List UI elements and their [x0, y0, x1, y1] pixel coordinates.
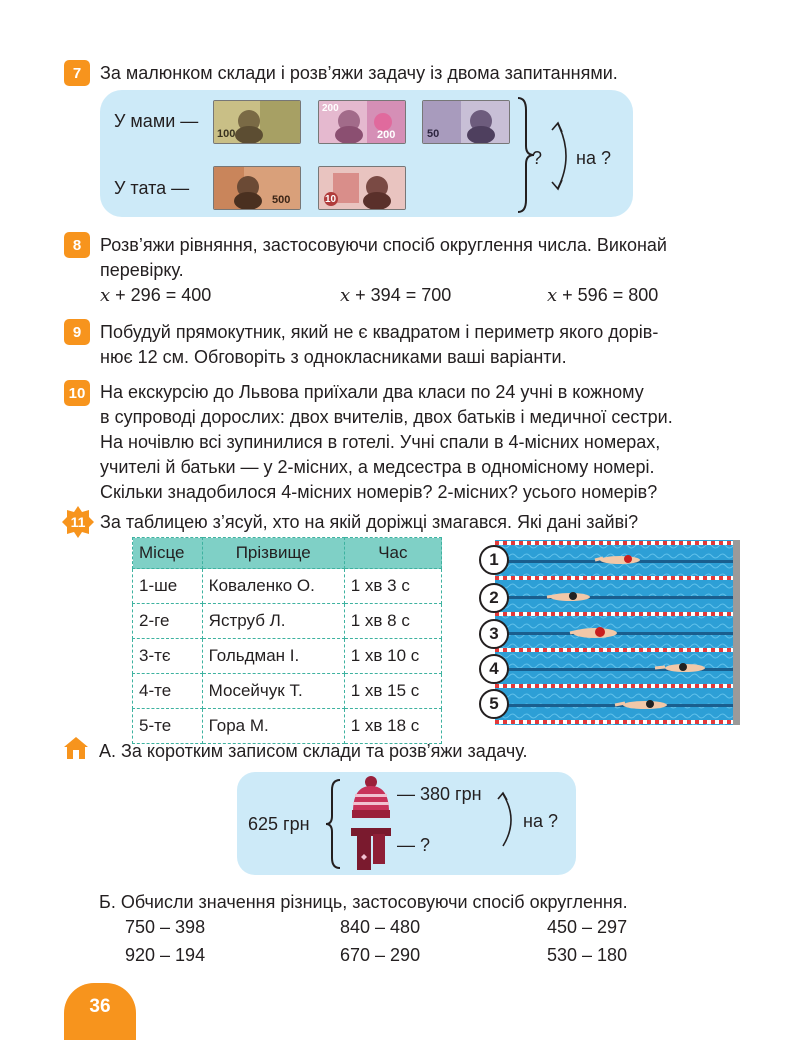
task8-line2: перевірку. [100, 260, 184, 280]
table-row [133, 569, 442, 604]
page-number-tab [64, 983, 136, 1040]
scarf-price: — ? [397, 835, 431, 855]
banknote-10 [318, 166, 406, 210]
task-number-7: 7 [64, 60, 90, 86]
task-number-8: 8 [64, 232, 90, 258]
table-row [133, 604, 442, 639]
task-number-11: 11 [70, 514, 86, 530]
left-brace-icon [324, 778, 344, 870]
mom-label: У мами — [114, 111, 199, 131]
cell-surname: Гора М. [202, 709, 344, 744]
table-header-row [133, 538, 442, 569]
banknote-500-value: 500 [272, 194, 291, 206]
question-mark: ? [532, 148, 543, 168]
header-time: Час [344, 538, 441, 569]
banknote-50 [422, 100, 510, 144]
banknote-50-value: 50 [427, 128, 440, 140]
cell-surname: Гольдман І. [202, 639, 344, 674]
task-number-10: 10 [64, 380, 90, 406]
task9-line2: нює 12 см. Обговоріть з однокласниками ваші варіанти. [100, 347, 567, 367]
difference-2: 840 – 480 [340, 917, 421, 937]
cell-time: 1 хв 10 с [344, 639, 441, 674]
compare-arrow-icon [495, 790, 523, 850]
difference-4: 920 – 194 [125, 945, 206, 965]
lane-number-3: 3 [479, 619, 509, 649]
lane-number-1: 1 [479, 545, 509, 575]
cell-surname: Коваленко О. [202, 569, 344, 604]
swimming-pool [495, 540, 740, 725]
total-label: 625 грн [248, 814, 310, 834]
difference-1: 750 – 398 [125, 917, 206, 937]
task11-text: За таблицею з’ясуй, хто на якій доріжці змагався. Які дані зайві? [100, 512, 639, 532]
task10-line1: На екскурсію до Львова приїхали два класи по 24 учні в кожному [100, 382, 644, 402]
banknote-200-value: 200 [377, 129, 396, 141]
cell-place: 1-ше [133, 569, 203, 604]
lane-number-5: 5 [479, 689, 509, 719]
compare-label: на ? [576, 148, 611, 168]
banknote-100 [213, 100, 301, 144]
pool-art [495, 540, 740, 725]
cell-place: 4-те [133, 674, 203, 709]
cell-time: 1 хв 18 с [344, 709, 441, 744]
equation-1: x + 296 = 400 [100, 285, 212, 306]
cell-time: 1 хв 15 с [344, 674, 441, 709]
lane-number-4: 4 [479, 654, 509, 684]
difference-6: 530 – 180 [547, 945, 628, 965]
equation-2: x + 394 = 700 [340, 285, 452, 306]
results-table [132, 537, 442, 744]
cell-surname: Мосейчук Т. [202, 674, 344, 709]
page-number: 36 [89, 996, 111, 1017]
equation-3: x + 596 = 800 [547, 285, 659, 306]
cell-time: 1 хв 3 с [344, 569, 441, 604]
home-task-a-text: А. За коротким записом склади та розв’яжи задачу. [99, 741, 528, 761]
dad-label: У тата — [114, 178, 190, 198]
task-number-9: 9 [64, 319, 90, 345]
difference-3: 450 – 297 [547, 917, 628, 937]
table-row [133, 674, 442, 709]
cell-place: 3-тє [133, 639, 203, 674]
home-illustration-panel [237, 772, 576, 875]
task10-line5: Скільки знадобилося 4-місних номерів? 2-місних? усього номерів? [100, 482, 658, 502]
task10-line4: учителі й батьки — у 2-місних, а медсестра в одномісному номері. [100, 457, 655, 477]
task7-illustration-panel [100, 90, 633, 217]
banknote-200-corner: 200 [322, 103, 339, 114]
comparison-arrow-icon [548, 120, 578, 192]
task10-line2: в супроводі дорослих: двох вчителів, двох батьків і медичної сестри. [100, 407, 673, 427]
home-task-b-text: Б. Обчисли значення різниць, застосовуючи спосіб округлення. [99, 892, 628, 912]
header-place: Місце [133, 538, 203, 569]
cell-time: 1 хв 8 с [344, 604, 441, 639]
table-row [133, 639, 442, 674]
task10-line3: На ночівлю всі зупинилися в готелі. Учні спали в 4-місних номерах, [100, 432, 661, 452]
banknote-10-value: 10 [325, 194, 337, 205]
task7-text: За малюнком склади і розв’яжи задачу із двома запитаннями. [100, 63, 618, 83]
task8-line1: Розв’яжи рівняння, застосовуючи спосіб округлення числа. Виконай [100, 235, 667, 255]
difference-5: 670 – 290 [340, 945, 421, 965]
banknote-200 [318, 100, 406, 144]
header-surname: Прізвище [202, 538, 344, 569]
hat-and-scarf-icon [347, 776, 395, 872]
cell-place: 5-те [133, 709, 203, 744]
home-compare-label: на ? [523, 811, 558, 831]
banknote-500 [213, 166, 301, 210]
lane-number-2: 2 [479, 583, 509, 613]
hat-price: — 380 грн [397, 784, 482, 804]
cell-place: 2-ге [133, 604, 203, 639]
home-icon [62, 734, 90, 762]
cell-surname: Яструб Л. [202, 604, 344, 639]
task9-line1: Побудуй прямокутник, який не є квадратом і периметр якого дорів- [100, 322, 659, 342]
banknote-100-value: 100 [217, 128, 236, 140]
